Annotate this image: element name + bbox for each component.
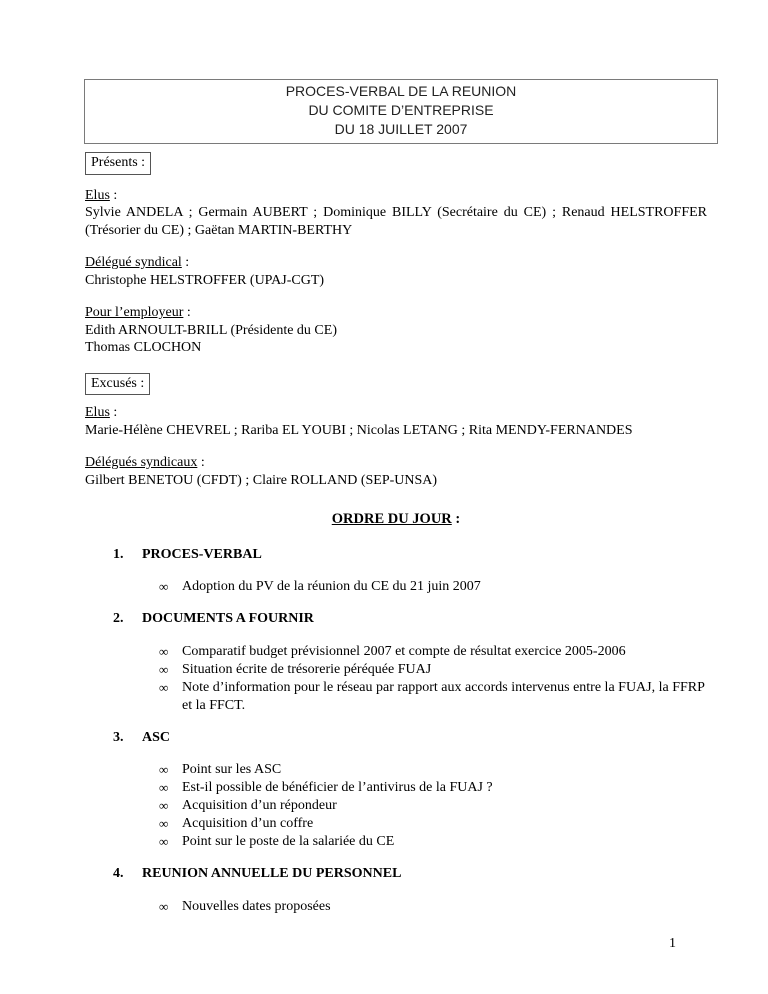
agenda-item-number: 3. [113,729,124,745]
title-line-2: DU COMITE D’ENTREPRISE [308,102,494,118]
infinity-bullet-icon: ∞ [159,834,169,849]
agenda-bullet-list [85,761,707,851]
group-label [85,404,707,422]
agenda-item [85,865,707,883]
agenda-bullet [85,661,707,679]
infinity-bullet-icon: ∞ [159,661,169,677]
title-line-3: DU 18 JUILLET 2007 [334,121,468,137]
document-content [85,0,707,916]
agenda-bullet-text: Note d’information pour le réseau par rapport aux accords intervenus entre la FUAJ, la FFRP et la FFCT. [182,679,705,713]
agenda-bullet-text: Adoption du PV de la réunion du CE du 21 juin 2007 [182,579,481,594]
agenda-bullet [85,815,707,833]
group-label-text: Délégué syndical [85,255,182,270]
infinity-bullet-icon: ∞ [159,898,169,914]
agenda-item-number: 4. [113,866,124,881]
present-elus-names: Sylvie ANDELA ; Germain AUBERT ; Dominique BILLY (Secrétaire du CE) ; Renaud HELSTROFFER (Trésorier du CE) ; Gaëtan MARTIN-BERTHY [85,205,707,238]
presents-label: Présents : [85,152,151,175]
agenda-bullet-text: Acquisition d’un répondeur [182,798,337,813]
agenda-heading [85,511,707,529]
present-delegue-syndical-names: Christophe HELSTROFFER (UPAJ-CGT) [85,272,325,288]
page-number: 1 [669,936,676,951]
group-label-colon: : [109,187,118,203]
group-label-colon: : [197,455,205,470]
agenda-item-title: PROCES-VERBAL [142,546,262,562]
agenda-item-title: DOCUMENTS A FOURNIR [142,611,314,626]
group-label-colon: : [109,405,118,420]
present-employeur-name-2: Thomas CLOCHON [85,340,202,355]
present-employeur-group [85,304,707,357]
infinity-bullet-icon: ∞ [159,579,169,594]
infinity-bullet-icon: ∞ [159,643,169,659]
infinity-bullet-icon: ∞ [159,798,169,813]
agenda-item-number: 2. [113,611,124,626]
infinity-bullet-icon: ∞ [159,762,169,777]
group-label-text: Elus [85,187,110,203]
infinity-bullet-icon: ∞ [159,816,169,831]
agenda-item [85,729,707,747]
present-elus-group [85,187,707,240]
present-employeur-name-1: Edith ARNOULT-BRILL (Présidente du CE) [85,322,337,338]
agenda-bullet-text: Situation écrite de trésorerie péréquée FUAJ [182,661,432,677]
agenda-bullet-text: Nouvelles dates proposées [182,898,331,914]
agenda-bullet [85,761,707,779]
agenda-bullet-list [85,898,707,916]
group-label [85,187,707,205]
agenda-heading-colon: : [451,511,461,527]
present-delegue-syndical-group [85,254,707,289]
agenda-bullet [85,833,707,851]
group-label [85,304,707,322]
excused-elus-names: Marie-Hélène CHEVREL ; Rariba EL YOUBI ; Nicolas LETANG ; Rita MENDY-FERNANDES [85,422,633,438]
agenda-bullet [85,578,707,596]
excused-delegues-syndicaux-group [85,454,707,489]
agenda-item-title: REUNION ANNUELLE DU PERSONNEL [142,866,402,881]
agenda-item-title: ASC [142,729,171,745]
agenda-item [85,546,707,564]
document-title-box [84,79,718,144]
agenda-item [85,610,707,628]
title-line-1: PROCES-VERBAL DE LA REUNION [285,83,517,99]
group-label [85,454,707,472]
excused-delegues-syndicaux-names: Gilbert BENETOU (CFDT) ; Claire ROLLAND (SEP-UNSA) [85,472,438,488]
group-label-text: Délégués syndicaux [85,455,198,470]
group-label-text: Elus [85,405,110,420]
agenda-bullet-text: Est-il possible de bénéficier de l’antivirus de la FUAJ ? [182,780,493,795]
excused-elus-group [85,404,707,439]
agenda-heading-text: ORDRE DU JOUR [331,511,452,527]
agenda-item-number: 1. [113,546,124,562]
group-label-colon: : [183,305,191,320]
agenda-bullet-text: Point sur les ASC [182,762,282,777]
agenda-bullet [85,779,707,797]
infinity-bullet-icon: ∞ [159,780,169,795]
agenda-bullet [85,679,707,715]
agenda-bullet-list [85,643,707,715]
agenda-bullet [85,643,707,661]
group-label-colon: : [181,255,190,270]
agenda-bullet-text: Comparatif budget prévisionnel 2007 et compte de résultat exercice 2005-2006 [182,643,626,659]
excused-label: Excusés : [85,373,150,396]
infinity-bullet-icon: ∞ [159,679,169,695]
agenda-bullet [85,797,707,815]
agenda-bullet-text: Point sur le poste de la salariée du CE [182,834,395,849]
agenda-bullet-text: Acquisition d’un coffre [182,816,314,831]
group-label [85,254,707,272]
agenda-bullet [85,898,707,916]
agenda-bullet-list [85,578,707,596]
group-label-text: Pour l’employeur [85,305,184,320]
